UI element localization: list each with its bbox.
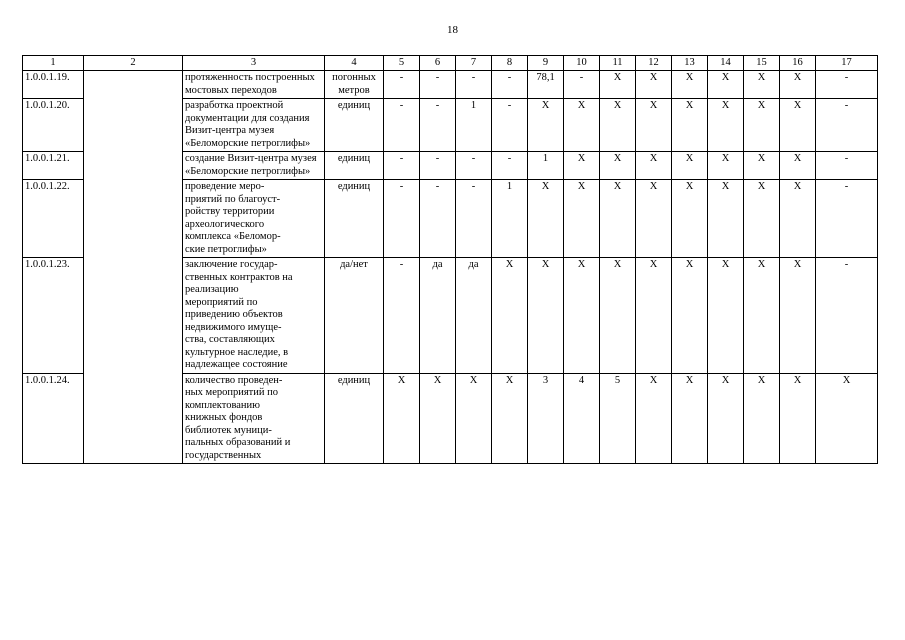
- value-cell-col-15: X: [744, 258, 780, 374]
- column-header-4: 4: [325, 56, 384, 71]
- description-line: ных мероприятий по: [185, 387, 278, 398]
- value-cell-col-9: X: [528, 258, 564, 374]
- value-cell-col-8: -: [492, 152, 528, 180]
- value-cell-col-5: -: [384, 99, 420, 152]
- value-cell-col-14: X: [708, 180, 744, 258]
- value-cell-col-17: -: [816, 152, 878, 180]
- value-cell-col-6: X: [420, 373, 456, 464]
- value-cell-col-11: 5: [600, 373, 636, 464]
- value-cell-col-17: -: [816, 99, 878, 152]
- value-cell-col-8: 1: [492, 180, 528, 258]
- value-cell-col-8: X: [492, 258, 528, 374]
- row-code: 1.0.0.1.24.: [23, 373, 84, 464]
- value-cell-col-5: X: [384, 373, 420, 464]
- row-code: 1.0.0.1.20.: [23, 99, 84, 152]
- row-description: [183, 373, 325, 464]
- value-cell-col-14: X: [708, 71, 744, 99]
- value-cell-col-12: X: [636, 71, 672, 99]
- value-cell-col-11: X: [600, 152, 636, 180]
- page-number: 18: [447, 24, 458, 36]
- value-cell-col-12: X: [636, 180, 672, 258]
- row-description: создание Визит-центра музея «Беломорские петроглифы»: [183, 152, 325, 180]
- row-unit: единиц: [325, 180, 384, 258]
- value-cell-col-6: -: [420, 99, 456, 152]
- column-header-13: 13: [672, 56, 708, 71]
- description-line: надлежащее состояние: [185, 359, 288, 370]
- value-cell-col-10: 4: [564, 373, 600, 464]
- value-cell-col-11: X: [600, 258, 636, 374]
- value-cell-col-16: X: [780, 180, 816, 258]
- value-cell-col-12: X: [636, 373, 672, 464]
- row-description: разработка проектной документации для создания Визит-центра музея «Беломорские петроглифы»: [183, 99, 325, 152]
- row-code: 1.0.0.1.22.: [23, 180, 84, 258]
- column-header-2: 2: [84, 56, 183, 71]
- row-unit: да/нет: [325, 258, 384, 374]
- description-line: библиотек муници-: [185, 424, 272, 436]
- column-header-15: 15: [744, 56, 780, 71]
- value-cell-col-17: -: [816, 258, 878, 374]
- value-cell-col-17: -: [816, 71, 878, 99]
- value-cell-col-11: X: [600, 180, 636, 258]
- value-cell-col-17: -: [816, 180, 878, 258]
- value-cell-col-13: X: [672, 152, 708, 180]
- column-header-11: 11: [600, 56, 636, 71]
- value-cell-col-10: -: [564, 71, 600, 99]
- column-header-17: 17: [816, 56, 878, 71]
- value-cell-col-7: -: [456, 180, 492, 258]
- value-cell-col-10: X: [564, 258, 600, 374]
- value-cell-col-15: X: [744, 152, 780, 180]
- value-cell-col-9: X: [528, 180, 564, 258]
- description-line: книжных фондов: [185, 412, 263, 423]
- value-cell-col-11: X: [600, 71, 636, 99]
- value-cell-col-7: 1: [456, 99, 492, 152]
- value-cell-col-15: X: [744, 373, 780, 464]
- column-header-3: 3: [183, 56, 325, 71]
- description-line: проведение меро-: [185, 181, 265, 192]
- value-cell-col-13: X: [672, 373, 708, 464]
- description-line: комплекса «Беломор-: [185, 231, 281, 242]
- value-cell-col-13: X: [672, 99, 708, 152]
- value-cell-col-5: -: [384, 180, 420, 258]
- value-cell-col-14: X: [708, 373, 744, 464]
- value-cell-col-15: X: [744, 71, 780, 99]
- value-cell-col-16: X: [780, 152, 816, 180]
- value-cell-col-10: X: [564, 152, 600, 180]
- row-unit: единиц: [325, 152, 384, 180]
- value-cell-col-7: -: [456, 152, 492, 180]
- value-cell-col-14: X: [708, 99, 744, 152]
- value-cell-col-15: X: [744, 180, 780, 258]
- table-header: [23, 56, 878, 71]
- value-cell-col-16: X: [780, 258, 816, 374]
- value-cell-col-9: X: [528, 99, 564, 152]
- column-header-6: 6: [420, 56, 456, 71]
- value-cell-col-8: X: [492, 373, 528, 464]
- description-line: комплектованию: [185, 399, 261, 411]
- row-description: [183, 180, 325, 258]
- value-cell-col-12: X: [636, 152, 672, 180]
- column-header-1: 1: [23, 56, 84, 71]
- table-body: [23, 71, 878, 464]
- column-header-12: 12: [636, 56, 672, 71]
- description-line: ройству территории: [185, 206, 275, 217]
- value-cell-col-5: -: [384, 258, 420, 374]
- value-cell-col-5: -: [384, 71, 420, 99]
- description-line: приятий по благоуст-: [185, 193, 281, 205]
- indicators-table: [22, 55, 878, 464]
- row-code: 1.0.0.1.21.: [23, 152, 84, 180]
- value-cell-col-17: X: [816, 373, 878, 464]
- row-code: 1.0.0.1.19.: [23, 71, 84, 99]
- value-cell-col-9: 78,1: [528, 71, 564, 99]
- description-line: культурное наследие, в: [185, 346, 289, 358]
- description-line: заключение государ-: [185, 259, 278, 270]
- column-header-16: 16: [780, 56, 816, 71]
- description-line: мероприятий по: [185, 296, 258, 308]
- value-cell-col-13: X: [672, 71, 708, 99]
- description-line: археологического: [185, 218, 265, 230]
- value-cell-col-8: -: [492, 99, 528, 152]
- table-row: [23, 71, 878, 99]
- column-header-7: 7: [456, 56, 492, 71]
- description-line: недвижимого имуще-: [185, 321, 282, 333]
- row-unit: погонных метров: [325, 71, 384, 99]
- value-cell-col-6: -: [420, 152, 456, 180]
- description-line: количество проведен-: [185, 374, 283, 386]
- row-description: протяженность построенных мостовых переходов: [183, 71, 325, 99]
- value-cell-col-15: X: [744, 99, 780, 152]
- value-cell-col-12: X: [636, 258, 672, 374]
- value-cell-col-11: X: [600, 99, 636, 152]
- value-cell-col-10: X: [564, 99, 600, 152]
- column-header-10: 10: [564, 56, 600, 71]
- column-header-14: 14: [708, 56, 744, 71]
- description-line: пальных образований и: [185, 437, 291, 448]
- value-cell-col-13: X: [672, 180, 708, 258]
- value-cell-col-16: X: [780, 373, 816, 464]
- value-cell-col-9: 3: [528, 373, 564, 464]
- description-line: ственных контрактов на: [185, 271, 293, 283]
- value-cell-col-6: -: [420, 71, 456, 99]
- value-cell-col-5: -: [384, 152, 420, 180]
- value-cell-col-7: да: [456, 258, 492, 374]
- value-cell-col-16: X: [780, 99, 816, 152]
- value-cell-col-6: -: [420, 180, 456, 258]
- description-line: реализацию: [185, 284, 239, 295]
- value-cell-col-12: X: [636, 99, 672, 152]
- value-cell-col-16: X: [780, 71, 816, 99]
- value-cell-col-9: 1: [528, 152, 564, 180]
- description-line: приведению объектов: [185, 309, 283, 320]
- description-line: ские петроглифы»: [185, 243, 267, 255]
- row-code: 1.0.0.1.23.: [23, 258, 84, 374]
- column-header-8: 8: [492, 56, 528, 71]
- value-cell-col-7: -: [456, 71, 492, 99]
- column-header-9: 9: [528, 56, 564, 71]
- merged-empty-cell: [84, 71, 183, 464]
- column-header-5: 5: [384, 56, 420, 71]
- value-cell-col-8: -: [492, 71, 528, 99]
- row-unit: единиц: [325, 99, 384, 152]
- description-line: ства, составляющих: [185, 334, 275, 345]
- row-description: [183, 258, 325, 374]
- row-unit: единиц: [325, 373, 384, 464]
- description-line: государственных: [185, 449, 262, 461]
- value-cell-col-14: X: [708, 258, 744, 374]
- value-cell-col-7: X: [456, 373, 492, 464]
- value-cell-col-13: X: [672, 258, 708, 374]
- value-cell-col-14: X: [708, 152, 744, 180]
- value-cell-col-6: да: [420, 258, 456, 374]
- value-cell-col-10: X: [564, 180, 600, 258]
